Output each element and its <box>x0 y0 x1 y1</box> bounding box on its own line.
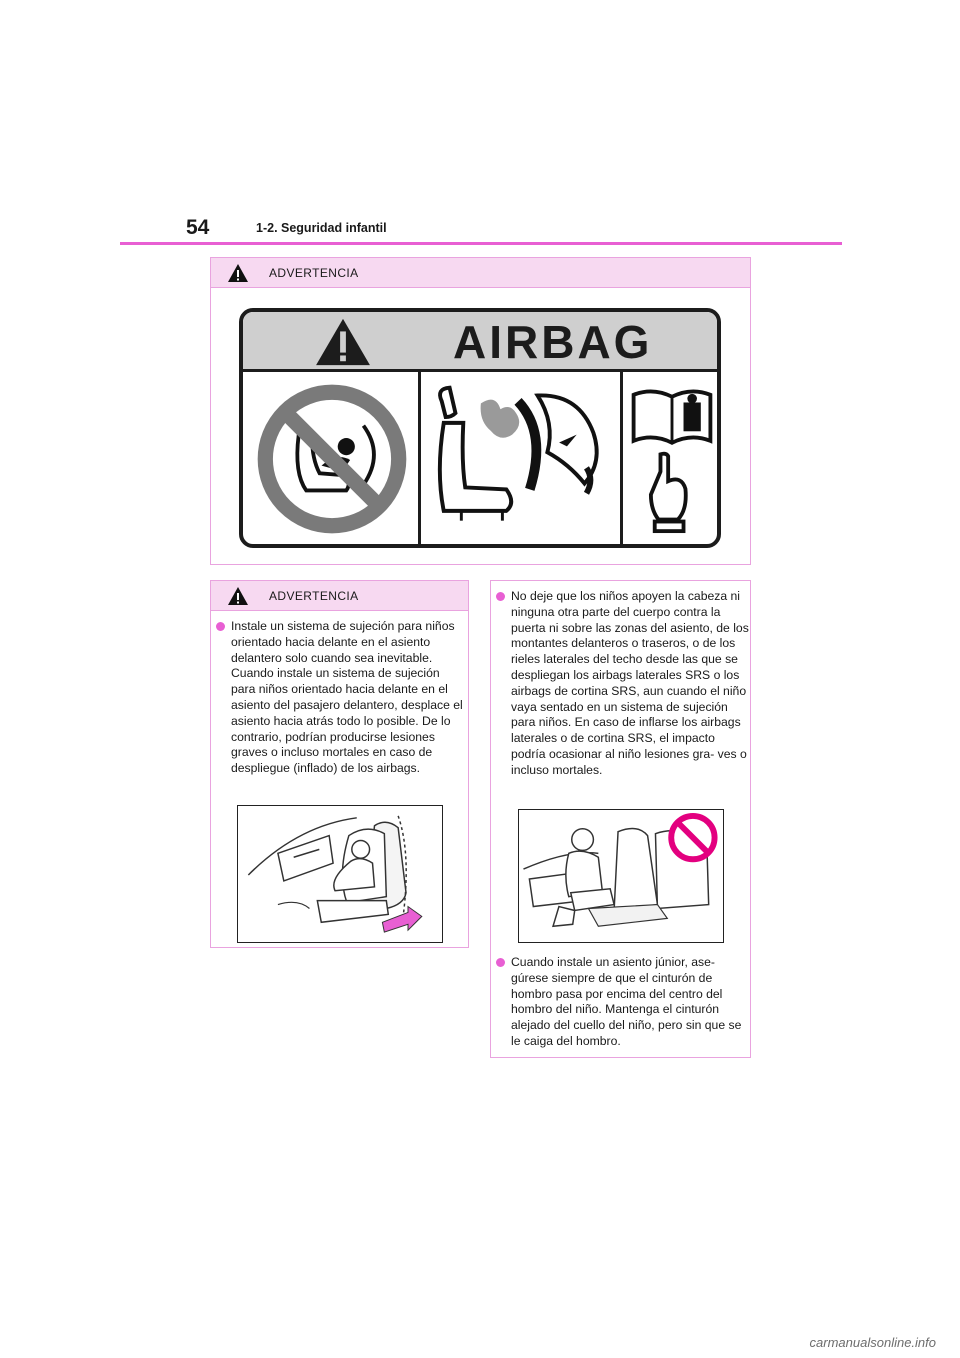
bullet-text: Instale un sistema de sujeción para niños orientado hacia delante en el asiento delantero solo cuando sea inevitable. Cuando instale un sistema de sujeción para niños orientado hacia delante en el asiento del pasajero delantero, desplace el asiento hacia atrás todo lo posible. De lo contrario, podrían producirse lesiones graves o incluso mortales en caso de despliegue (inflado) de los airbags. <box>231 619 463 776</box>
bullet-icon <box>216 622 225 631</box>
warning-label: ADVERTENCIA <box>269 265 359 280</box>
page-number: 54 <box>186 216 210 239</box>
header-divider <box>120 242 842 245</box>
no-child-seat-icon <box>251 378 413 540</box>
bullet-text: No deje que los niños apoyen la cabeza ni ninguna otra parte del cuerpo contra la puerta ni sobre las zonas del asiento, de los montantes delanteros o traseros, o de los rieles laterales del techo desde las que se despliegan los airbags laterales SRS o los airbags de cortina SRS, aun cuando el niño vaya sentado en un sistema de sujeción para niños. En caso de inflarse los airbags laterales o de cortina SRS, el impacto podría ocasionar al niño lesiones gra- ves o incluso mortales. <box>511 589 749 777</box>
panel-divider <box>620 372 623 548</box>
warning-bullet <box>494 955 751 1050</box>
airbag-warning-label <box>239 308 721 548</box>
warning-bullet <box>494 589 751 779</box>
right-warning-box <box>490 580 751 1058</box>
footer-url[interactable]: carmanualsonline.info <box>809 1335 936 1350</box>
bullet-icon <box>496 592 505 601</box>
warning-header <box>211 581 468 611</box>
child-seat-illustration <box>237 805 443 943</box>
airbag-title: AIRBAG <box>453 316 653 368</box>
exclamation-triangle-icon <box>313 317 373 367</box>
child-leaning-on-door-image <box>519 810 723 942</box>
read-manual-icon <box>624 374 720 548</box>
warning-header <box>211 258 750 288</box>
booster-seat-illustration <box>518 809 724 943</box>
top-warning-box <box>210 257 751 565</box>
warning-label: ADVERTENCIA <box>269 588 359 603</box>
left-warning-box <box>210 580 469 948</box>
warning-triangle-icon <box>227 586 249 606</box>
warning-bullet <box>214 619 467 777</box>
warning-triangle-icon <box>227 263 249 283</box>
bullet-icon <box>496 958 505 967</box>
airbag-label-banner <box>243 312 717 372</box>
forward-facing-child-seat-image <box>238 806 442 942</box>
airbag-deploy-icon <box>421 374 619 548</box>
section-title: 1-2. Seguridad infantil <box>256 221 387 235</box>
bullet-text: Cuando instale un asiento júnior, ase- gúrese siempre de que el cinturón de hombro pasa por encima del centro del hombro del niño. Mantenga el cinturón alejado del cuello del niño, pero sin que se le caiga del hombro. <box>511 955 742 1048</box>
